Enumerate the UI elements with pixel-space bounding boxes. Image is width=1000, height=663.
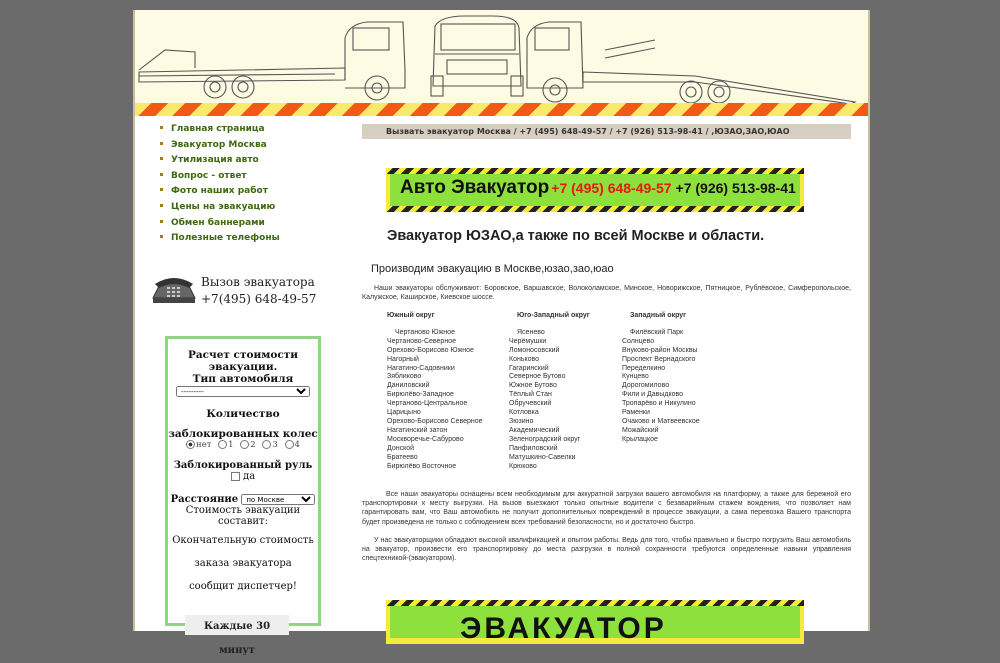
nav-item-prices[interactable] [151,202,341,218]
district-item: Северное Бутово [509,373,566,381]
nav-item-banners[interactable] [151,218,341,234]
car-type-label: Тип автомобиля [192,373,294,385]
radio-icon[interactable] [285,440,294,449]
district-item: Орехово-Борисово Северное [387,417,483,425]
district-item: Котловка [509,409,539,417]
district-item: Зюзино [509,417,534,425]
banner-tape-bottom [386,206,804,212]
page [133,10,870,656]
district-item: Можайский [622,426,659,434]
steering-checkbox[interactable] [231,472,240,481]
distance-select[interactable] [241,494,315,505]
bullet-icon [160,235,163,238]
district-name: Западный округ [630,312,687,319]
steering-option: да [243,471,256,482]
district-item: Панфиловский [509,444,558,452]
district-item: Матушкино-Савелки [509,453,576,461]
banner-title: Авто Эвакуатор [400,177,550,198]
district-name: Юго-Западный округ [517,312,590,319]
district-item: Братеево [387,453,418,461]
district-item: Переделкино [622,364,666,372]
top-info-bar: Вызвать эвакуатор Москва / +7 (495) 648-49-57 / +7 (926) 513-98-41 / ,ЮЗАО,ЗАО,ЮАО [362,124,851,139]
nav-item-label[interactable]: Фото наших работ [171,186,268,197]
nav-item-tow-moscow[interactable] [151,140,341,156]
bullet-icon [160,157,163,160]
nav-item-label[interactable]: Утилизация авто [171,155,259,166]
ad-banner-top[interactable] [386,168,804,212]
nav-item-label[interactable]: Полезные телефоны [171,233,280,244]
district-item: Кунцево [622,373,649,381]
district-item: Раменки [622,409,650,417]
district-item: Нагорный [387,355,419,363]
district-list [387,329,483,472]
wheels-label-1: Количество [206,408,280,420]
paragraph-equipment: Все наши эвакуаторы оснащены всем необходимым для аккуратной загрузки вашего автомобиля на платформу, а также для бережной его транспортировки к месту выгрузки. На вызов выезжают только опытные водители с безаварийным стажем вождения, что позволяет нам гарантировать вам, что Ваш автомобиль не получит дополнительных повреждений в процессе эвакуации, а сама перевозка Вашего транспорта будет произведена не только с соблюдением всех требований безопасности, но и достаточно быстро. [362,491,851,526]
radio-icon[interactable] [262,440,271,449]
district-item: Ломоносовский [509,346,560,354]
wheel-option-1[interactable]: 1 [218,440,233,450]
warning-stripe [135,103,868,116]
district-col-south [387,312,483,471]
district-item: Внуково-район Москвы [622,346,698,354]
wheel-option-2[interactable]: 2 [240,440,255,450]
tow-trucks-illustration [135,10,868,104]
final-line-3: сообщит диспетчер! [189,581,297,592]
wheel-options [168,440,318,450]
wheels-label-2: заблокированных колес [168,428,318,440]
district-item: Чертаново-Центральное [387,400,468,408]
final-line-2: заказа эвакуатора [194,558,292,569]
page-subtitle: Производим эвакуацию в Москве,юзао,зао,юао [371,263,614,275]
district-item: Южное Бутово [509,382,557,390]
banner-phone-1: +7 (495) 648-49-57 [551,180,672,196]
district-item: Бирюлёво Восточное [387,462,457,470]
district-item: Царицыно [387,409,421,417]
final-line-1: Окончательную стоимость [172,535,314,546]
banner-text [400,177,796,199]
nav-item-label[interactable]: Вопрос - ответ [171,170,247,181]
radio-icon[interactable] [240,440,249,449]
intro-text: Наши эвакуаторы обслуживают: Боровское, Варшавское, Волоколамское, Минское, Новорижское, Пятницкое, Рублёвское, Симферопольское, Калужское, Каширское, Киевское шоссе. [362,285,851,302]
nav-item-recycling[interactable] [151,155,341,171]
district-item: Коньково [509,355,540,363]
cost-label: Стоимость эвакуации составит: [185,505,301,527]
radio-icon[interactable] [218,440,227,449]
district-item: Филёвский Парк [630,328,684,336]
call-label: Вызов эвакуатора [201,275,315,289]
nav-item-label[interactable]: Обмен баннерами [171,217,265,228]
district-item: Академический [509,426,560,434]
district-item: Ясенево [517,328,545,336]
paragraph-staff: У нас эвакуаторщики обладают высокой квалификацией и опытом работы. Ведь для того, чтобы правильно и быстро погрузить Ваш автомобиль на эвакуатор, произвести его транспортировку до места разгрузки в полной сохранности требуются определенные навыки управления спецтехникой-(эвакуатором). [362,537,851,563]
wheel-option-3[interactable]: 3 [262,440,277,450]
header-banner [135,10,868,116]
call-phone: +7(495) 648-49-57 [201,292,317,306]
district-name: Южный округ [387,312,435,319]
district-item: Обручевский [509,400,552,408]
district-item: Чертаново Южное [395,328,455,336]
wheel-option-4[interactable]: 4 [285,440,300,450]
bullet-icon [160,220,163,223]
banner-tape-top [386,168,804,174]
car-type-select[interactable] [176,386,310,397]
district-item: Дорогомилово [622,382,670,390]
district-item: Орехово-Борисово Южное [387,346,474,354]
district-item: Черёмушки [509,337,547,345]
telephone-icon [151,274,197,304]
banner-text: ЭВАКУАТОР [460,612,667,645]
district-list [622,329,700,445]
cost-calculator [165,336,321,626]
call-block [151,272,341,308]
bullet-icon [160,142,163,145]
sidebar-nav [151,124,341,249]
district-item: Тропарёво и Никулино [622,400,696,408]
wheel-option-none[interactable]: нет [186,440,211,450]
district-item: Даниловский [387,382,430,390]
district-item: Москворечье-Сабурово [387,435,464,443]
district-col-southwest [509,312,590,471]
district-item: Чертаново-Северное [387,337,456,345]
calc-title: Расчет стоимости эвакуации. [187,349,299,373]
district-col-west [622,312,700,445]
banner-phone-2: +7 (926) 513-98-41 [675,180,796,196]
distance-label: Расстояние [170,494,239,505]
radio-icon[interactable] [186,440,195,449]
nav-item-label[interactable]: Главная страница [171,124,265,134]
nav-item-photos[interactable] [151,186,341,202]
page-title: Эвакуатор ЮЗАО,а также по всей Москве и области. [387,228,765,244]
district-item: Крюково [509,462,537,470]
district-item: Фили и Давыдково [622,391,684,399]
distance-row [168,494,318,505]
every-30-min-box: Каждые 30 минут [185,615,289,635]
district-item: Крылацкое [622,435,658,443]
nav-item-home[interactable] [151,124,341,140]
district-item: Нагатино-Садовники [387,364,455,372]
steering-label: Заблокированный руль [173,460,313,471]
district-item: Тёплый Стан [509,391,552,399]
district-item: Донской [387,444,415,452]
bullet-icon [160,204,163,207]
district-list [509,329,590,472]
banner-inner [390,606,800,645]
nav-item-label[interactable]: Цены на эвакуацию [171,201,276,212]
district-item: Гагаринский [509,364,549,372]
banner-tape-top [386,600,804,606]
nav-item-phones[interactable] [151,233,341,249]
district-item: Зеленоградский округ [509,435,581,443]
bullet-icon [160,126,163,129]
bullet-icon [160,173,163,176]
district-item: Солнцево [622,337,655,345]
steering-row [168,460,318,482]
nav-item-label[interactable]: Эвакуатор Москва [171,139,267,150]
nav-item-faq[interactable] [151,171,341,187]
district-item: Нагатинский затон [387,426,448,434]
district-item: Зябликово [387,373,422,381]
district-item: Бирюлёво-Западное [387,391,454,399]
ad-banner-bottom[interactable] [386,600,804,644]
bullet-icon [160,188,163,191]
district-item: Очаково и Матвеевское [622,417,700,425]
district-item: Проспект Вернадского [622,355,696,363]
banner-inner [390,174,800,206]
